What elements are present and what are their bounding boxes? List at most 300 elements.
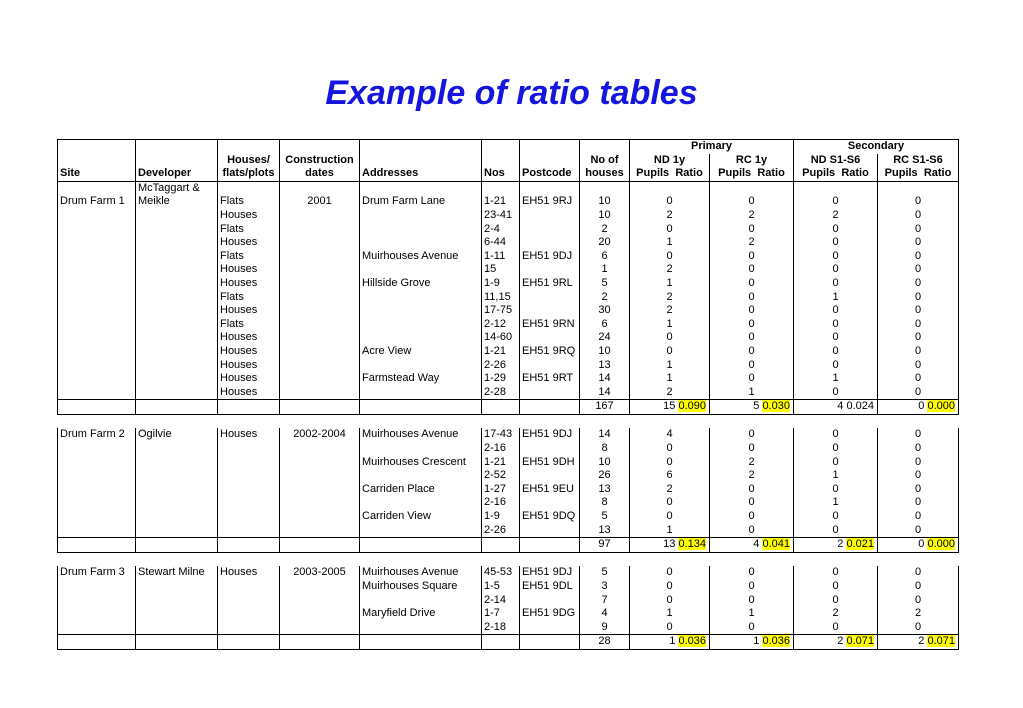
- developer-header: Developer: [136, 167, 218, 181]
- rc1y-pupils-cell: 0: [710, 524, 794, 538]
- nos-cell: 2-14: [482, 594, 520, 608]
- type-cell: [218, 442, 280, 456]
- total-houses-cell: 167: [580, 400, 630, 415]
- houses-cell: 13: [580, 483, 630, 497]
- table-row: [58, 580, 959, 594]
- postcode-cell: EH51 9DJ: [520, 250, 580, 264]
- postcode-cell: EH51 9RJ: [520, 195, 580, 209]
- developer-cell: [136, 442, 218, 456]
- postcode-cell: EH51 9DG: [520, 607, 580, 621]
- total-blank-cell: [360, 635, 482, 650]
- address-cell: [360, 621, 482, 635]
- nd1y-total-cell: [630, 400, 710, 415]
- rc1y-subheader: Pupils Ratio: [710, 167, 794, 181]
- table-row: [58, 621, 959, 635]
- site-cell: [58, 442, 136, 456]
- rc1y-pupils-cell: 0: [710, 331, 794, 345]
- site-cell: [58, 580, 136, 594]
- dates-cell: [280, 456, 360, 470]
- dates-cell: [280, 524, 360, 538]
- rc1y-pupils-cell: 2: [710, 209, 794, 223]
- houses-cell: 5: [580, 277, 630, 291]
- total-blank-cell: [58, 635, 136, 650]
- pupils-total: 4: [837, 400, 844, 413]
- houses-cell: 13: [580, 524, 630, 538]
- ratio-value: 0.024: [846, 400, 874, 413]
- houses-header-2: flats/plots: [218, 167, 280, 181]
- pupils-total: 15: [663, 400, 676, 413]
- houses-cell: 10: [580, 345, 630, 359]
- developer-cell: Ogilvie: [136, 428, 218, 442]
- table-row: [58, 277, 959, 291]
- rc1y-pupils-cell: 0: [710, 428, 794, 442]
- table-row: [58, 250, 959, 264]
- total-row: [58, 400, 959, 415]
- postcode-cell: [520, 331, 580, 345]
- nds1s6-pupils-cell: 0: [794, 263, 878, 277]
- dates-cell: [280, 386, 360, 400]
- ratio-value: 0.071: [846, 635, 874, 648]
- address-cell: [360, 359, 482, 373]
- site-cell: [58, 181, 136, 195]
- site-cell: [58, 318, 136, 332]
- site-cell: Drum Farm 3: [58, 566, 136, 580]
- nd1y-pupils-cell: 0: [630, 621, 710, 635]
- table-row: [58, 386, 959, 400]
- nd1y-pupils-cell: 0: [630, 510, 710, 524]
- table-row: [58, 428, 959, 442]
- houses-cell: 7: [580, 594, 630, 608]
- houses-cell: 2: [580, 291, 630, 305]
- nds1s6-pupils-cell: 0: [794, 223, 878, 237]
- type-cell: Flats: [218, 195, 280, 209]
- total-blank-cell: [520, 635, 580, 650]
- rcs1s6-pupils-cell: 0: [878, 209, 959, 223]
- nos-cell: 1-11: [482, 250, 520, 264]
- type-cell: [218, 456, 280, 470]
- pupils-total: 2: [837, 538, 844, 551]
- total-blank-cell: [136, 538, 218, 553]
- developer-cell: [136, 263, 218, 277]
- total-blank-cell: [482, 538, 520, 553]
- spacer-cell: [280, 552, 360, 566]
- nos-cell: 1-9: [482, 277, 520, 291]
- developer-cell: [136, 250, 218, 264]
- secondary-header: Secondary: [794, 140, 959, 154]
- nds1s6-total-cell: [794, 635, 878, 650]
- nos-header: Nos: [482, 167, 520, 181]
- total-blank-cell: [520, 400, 580, 415]
- nos-cell: 2-4: [482, 223, 520, 237]
- site-header: Site: [58, 167, 136, 181]
- nd1y-pupils-cell: 1: [630, 607, 710, 621]
- type-cell: Houses: [218, 263, 280, 277]
- nds1s6-pupils-cell: 2: [794, 209, 878, 223]
- postcode-cell: EH51 9DL: [520, 580, 580, 594]
- nos-cell: 2-12: [482, 318, 520, 332]
- nds1s6-pupils-cell: 0: [794, 386, 878, 400]
- developer-cell: Meikle: [136, 195, 218, 209]
- dates-cell: [280, 442, 360, 456]
- address-cell: Carriden View: [360, 510, 482, 524]
- page-title: Example of ratio tables: [325, 74, 698, 112]
- postcode-cell: [520, 304, 580, 318]
- address-cell: Carriden Place: [360, 483, 482, 497]
- nos-cell: 17-75: [482, 304, 520, 318]
- table-row: [58, 331, 959, 345]
- nds1s6-pupils-cell: 0: [794, 236, 878, 250]
- total-blank-cell: [482, 400, 520, 415]
- site-cell: [58, 263, 136, 277]
- nd1y-header: ND 1y: [630, 154, 710, 168]
- nds1s6-pupils-cell: 0: [794, 524, 878, 538]
- rcs1s6-pupils-cell: 0: [878, 331, 959, 345]
- table-row: [58, 304, 959, 318]
- houses-cell: 5: [580, 566, 630, 580]
- nd1y-pupils-cell: [630, 181, 710, 195]
- nos-cell: 15: [482, 263, 520, 277]
- dates-cell: [280, 510, 360, 524]
- nds1s6-pupils-cell: 0: [794, 566, 878, 580]
- nos-cell: 1-27: [482, 483, 520, 497]
- rc1y-pupils-cell: 0: [710, 263, 794, 277]
- type-cell: Houses: [218, 386, 280, 400]
- rc1y-pupils-cell: 0: [710, 621, 794, 635]
- nds1s6-pupils-cell: 0: [794, 442, 878, 456]
- table-row: [58, 345, 959, 359]
- rc1y-pupils-cell: 0: [710, 442, 794, 456]
- table-row: [58, 510, 959, 524]
- nd1y-pupils-cell: 0: [630, 345, 710, 359]
- rcs1s6-pupils-cell: 0: [878, 594, 959, 608]
- ratio-value: 0.030: [762, 400, 790, 413]
- spacer-cell: [218, 552, 280, 566]
- rcs1s6-pupils-cell: 0: [878, 195, 959, 209]
- developer-cell: [136, 318, 218, 332]
- nos-cell: 6-44: [482, 236, 520, 250]
- spacer-cell: [794, 414, 878, 428]
- nd1y-pupils-cell: 0: [630, 223, 710, 237]
- address-cell: [360, 386, 482, 400]
- developer-cell: [136, 359, 218, 373]
- houses-cell: 14: [580, 372, 630, 386]
- nos-cell: 23-41: [482, 209, 520, 223]
- developer-cell: [136, 594, 218, 608]
- address-cell: [360, 291, 482, 305]
- table-row: [58, 594, 959, 608]
- rcs1s6-pupils-cell: 0: [878, 372, 959, 386]
- site-cell: [58, 510, 136, 524]
- nd1y-subheader: Pupils Ratio: [630, 167, 710, 181]
- postcode-cell: [520, 496, 580, 510]
- spacer-cell: [794, 552, 878, 566]
- nos-cell: 2-28: [482, 386, 520, 400]
- nd1y-pupils-cell: 2: [630, 386, 710, 400]
- pupils-total: 0: [918, 400, 925, 413]
- spacer-cell: [360, 414, 482, 428]
- address-cell: Muirhouses Avenue: [360, 428, 482, 442]
- developer-cell: [136, 496, 218, 510]
- type-cell: Flats: [218, 250, 280, 264]
- nds1s6-pupils-cell: 0: [794, 594, 878, 608]
- developer-cell: [136, 304, 218, 318]
- ratio-value: 0.071: [927, 635, 955, 648]
- nd1y-pupils-cell: 1: [630, 359, 710, 373]
- nds1s6-pupils-cell: 1: [794, 469, 878, 483]
- header-row-3: [58, 167, 959, 181]
- address-cell: Maryfield Drive: [360, 607, 482, 621]
- rcs1s6-pupils-cell: 0: [878, 263, 959, 277]
- site-cell: Drum Farm 1: [58, 195, 136, 209]
- site-cell: [58, 386, 136, 400]
- developer-cell: [136, 223, 218, 237]
- type-cell: [218, 580, 280, 594]
- nds1s6-pupils-cell: 0: [794, 331, 878, 345]
- type-cell: Houses: [218, 345, 280, 359]
- site-cell: [58, 607, 136, 621]
- nos-cell: 1-7: [482, 607, 520, 621]
- site-cell: [58, 304, 136, 318]
- ratio-value: 0.000: [927, 400, 955, 413]
- nd1y-pupils-cell: 1: [630, 277, 710, 291]
- developer-cell: [136, 580, 218, 594]
- nds1s6-pupils-cell: 0: [794, 250, 878, 264]
- type-cell: [218, 510, 280, 524]
- rcs1s6-pupils-cell: 0: [878, 469, 959, 483]
- type-cell: Houses: [218, 304, 280, 318]
- rc1y-pupils-cell: 0: [710, 580, 794, 594]
- dates-cell: [280, 469, 360, 483]
- developer-cell: [136, 621, 218, 635]
- type-cell: [218, 496, 280, 510]
- type-cell: Flats: [218, 318, 280, 332]
- address-cell: [360, 236, 482, 250]
- type-cell: Houses: [218, 236, 280, 250]
- rc1y-pupils-cell: 0: [710, 223, 794, 237]
- site-cell: [58, 372, 136, 386]
- postcode-cell: EH51 9DH: [520, 456, 580, 470]
- site-cell: [58, 621, 136, 635]
- address-cell: [360, 442, 482, 456]
- total-blank-cell: [136, 400, 218, 415]
- dates-cell: [280, 181, 360, 195]
- houses-cell: 14: [580, 428, 630, 442]
- total-houses-cell: 97: [580, 538, 630, 553]
- rc1y-pupils-cell: 2: [710, 236, 794, 250]
- nd1y-pupils-cell: 2: [630, 483, 710, 497]
- postcode-header: Postcode: [520, 167, 580, 181]
- type-cell: Houses: [218, 566, 280, 580]
- rcs1s6-pupils-cell: 0: [878, 223, 959, 237]
- rcs1s6-pupils-cell: 0: [878, 566, 959, 580]
- dates-cell: [280, 621, 360, 635]
- table-row: [58, 483, 959, 497]
- developer-cell: [136, 524, 218, 538]
- ratio-table: [57, 139, 959, 650]
- type-cell: Houses: [218, 372, 280, 386]
- developer-cell: [136, 331, 218, 345]
- table-row: [58, 496, 959, 510]
- houses-cell: 20: [580, 236, 630, 250]
- nos-cell: 1-29: [482, 372, 520, 386]
- dates-cell: [280, 331, 360, 345]
- nos-cell: 17-43: [482, 428, 520, 442]
- rcs1s6-pupils-cell: 0: [878, 621, 959, 635]
- rc1y-pupils-cell: 0: [710, 372, 794, 386]
- site-cell: [58, 291, 136, 305]
- postcode-cell: EH51 9RN: [520, 318, 580, 332]
- postcode-cell: [520, 223, 580, 237]
- table-row: [58, 524, 959, 538]
- dates-cell: 2003-2005: [280, 566, 360, 580]
- address-cell: Farmstead Way: [360, 372, 482, 386]
- rc1y-total-cell: [710, 400, 794, 415]
- nos-cell: 2-16: [482, 496, 520, 510]
- total-blank-cell: [280, 400, 360, 415]
- rcs1s6-pupils-cell: 0: [878, 250, 959, 264]
- developer-cell: [136, 236, 218, 250]
- pupils-total: 0: [918, 538, 925, 551]
- rcs1s6-pupils-cell: 0: [878, 304, 959, 318]
- dates-cell: [280, 223, 360, 237]
- site-cell: [58, 359, 136, 373]
- developer-cell: [136, 372, 218, 386]
- dates-cell: 2002-2004: [280, 428, 360, 442]
- nd1y-pupils-cell: 0: [630, 195, 710, 209]
- rc1y-pupils-cell: 0: [710, 496, 794, 510]
- nds1s6-pupils-cell: 0: [794, 195, 878, 209]
- rc1y-pupils-cell: 0: [710, 483, 794, 497]
- spacer-cell: [580, 414, 630, 428]
- rcs1s6-pupils-cell: 0: [878, 580, 959, 594]
- noof-header-2: houses: [580, 167, 630, 181]
- nds1s6-pupils-cell: 0: [794, 510, 878, 524]
- address-cell: Muirhouses Square: [360, 580, 482, 594]
- nd1y-pupils-cell: 1: [630, 524, 710, 538]
- site-cell: [58, 594, 136, 608]
- nos-cell: 1-21: [482, 195, 520, 209]
- nd1y-pupils-cell: 0: [630, 594, 710, 608]
- rc1y-pupils-cell: 1: [710, 386, 794, 400]
- address-cell: [360, 209, 482, 223]
- postcode-cell: [520, 524, 580, 538]
- developer-cell: [136, 291, 218, 305]
- spacer-cell: [482, 414, 520, 428]
- type-cell: [218, 607, 280, 621]
- address-cell: [360, 318, 482, 332]
- developer-cell: [136, 345, 218, 359]
- dates-cell: [280, 372, 360, 386]
- address-cell: [360, 594, 482, 608]
- addresses-header: Addresses: [360, 167, 482, 181]
- houses-cell: 5: [580, 510, 630, 524]
- rcs1s6-pupils-cell: 0: [878, 524, 959, 538]
- dates-cell: [280, 580, 360, 594]
- nd1y-total-cell: [630, 635, 710, 650]
- nd1y-pupils-cell: 2: [630, 209, 710, 223]
- nd1y-pupils-cell: 0: [630, 250, 710, 264]
- houses-cell: 10: [580, 195, 630, 209]
- construction-header-1: Construction: [280, 154, 360, 168]
- houses-cell: 9: [580, 621, 630, 635]
- dates-cell: [280, 236, 360, 250]
- pupils-total: 2: [918, 635, 925, 648]
- rcs1s6-total-cell: [878, 635, 959, 650]
- ratio-value: 0.041: [762, 538, 790, 551]
- total-blank-cell: [218, 538, 280, 553]
- total-blank-cell: [280, 635, 360, 650]
- nds1s6-pupils-cell: 0: [794, 456, 878, 470]
- address-cell: Hillside Grove: [360, 277, 482, 291]
- nd1y-pupils-cell: 0: [630, 496, 710, 510]
- site-cell: [58, 469, 136, 483]
- houses-cell: 1: [580, 263, 630, 277]
- dates-cell: [280, 263, 360, 277]
- houses-cell: 6: [580, 250, 630, 264]
- nds1s6-pupils-cell: 1: [794, 372, 878, 386]
- nds1s6-pupils-cell: 0: [794, 345, 878, 359]
- rcs1s6-total-cell: [878, 538, 959, 553]
- rc1y-pupils-cell: 0: [710, 277, 794, 291]
- site-cell: [58, 250, 136, 264]
- dates-cell: [280, 345, 360, 359]
- nos-cell: 2-26: [482, 524, 520, 538]
- rcs1s6-pupils-cell: 0: [878, 386, 959, 400]
- rcs1s6-header: RC S1-S6: [878, 154, 959, 168]
- address-cell: [360, 496, 482, 510]
- postcode-cell: [520, 181, 580, 195]
- site-cell: [58, 483, 136, 497]
- rcs1s6-pupils-cell: 0: [878, 277, 959, 291]
- address-cell: [360, 469, 482, 483]
- header-row-groups: [58, 140, 959, 154]
- rc1y-pupils-cell: 0: [710, 359, 794, 373]
- total-blank-cell: [280, 538, 360, 553]
- postcode-cell: [520, 263, 580, 277]
- nd1y-pupils-cell: 2: [630, 263, 710, 277]
- address-cell: [360, 263, 482, 277]
- dates-cell: 2001: [280, 195, 360, 209]
- type-cell: [218, 524, 280, 538]
- rcs1s6-pupils-cell: 0: [878, 483, 959, 497]
- dates-cell: [280, 483, 360, 497]
- nd1y-pupils-cell: 0: [630, 331, 710, 345]
- site-cell: [58, 524, 136, 538]
- nos-cell: 1-5: [482, 580, 520, 594]
- postcode-cell: [520, 469, 580, 483]
- nos-cell: 1-21: [482, 345, 520, 359]
- postcode-cell: EH51 9EU: [520, 483, 580, 497]
- address-cell: [360, 181, 482, 195]
- nds1s6-pupils-cell: 0: [794, 483, 878, 497]
- site-cell: [58, 345, 136, 359]
- ratio-value: 0.036: [678, 635, 706, 648]
- pupils-total: 1: [753, 635, 760, 648]
- spacer-cell: [218, 414, 280, 428]
- developer-cell: McTaggart &: [136, 181, 218, 195]
- nds1s6-subheader: Pupils Ratio: [794, 167, 878, 181]
- table-row: [58, 223, 959, 237]
- nd1y-pupils-cell: 0: [630, 566, 710, 580]
- address-cell: Muirhouses Avenue: [360, 250, 482, 264]
- rc1y-total-cell: [710, 538, 794, 553]
- spacer-cell: [58, 414, 136, 428]
- table-row: [58, 359, 959, 373]
- developer-cell: [136, 277, 218, 291]
- total-blank-cell: [218, 400, 280, 415]
- nos-cell: 2-26: [482, 359, 520, 373]
- rcs1s6-pupils-cell: 0: [878, 428, 959, 442]
